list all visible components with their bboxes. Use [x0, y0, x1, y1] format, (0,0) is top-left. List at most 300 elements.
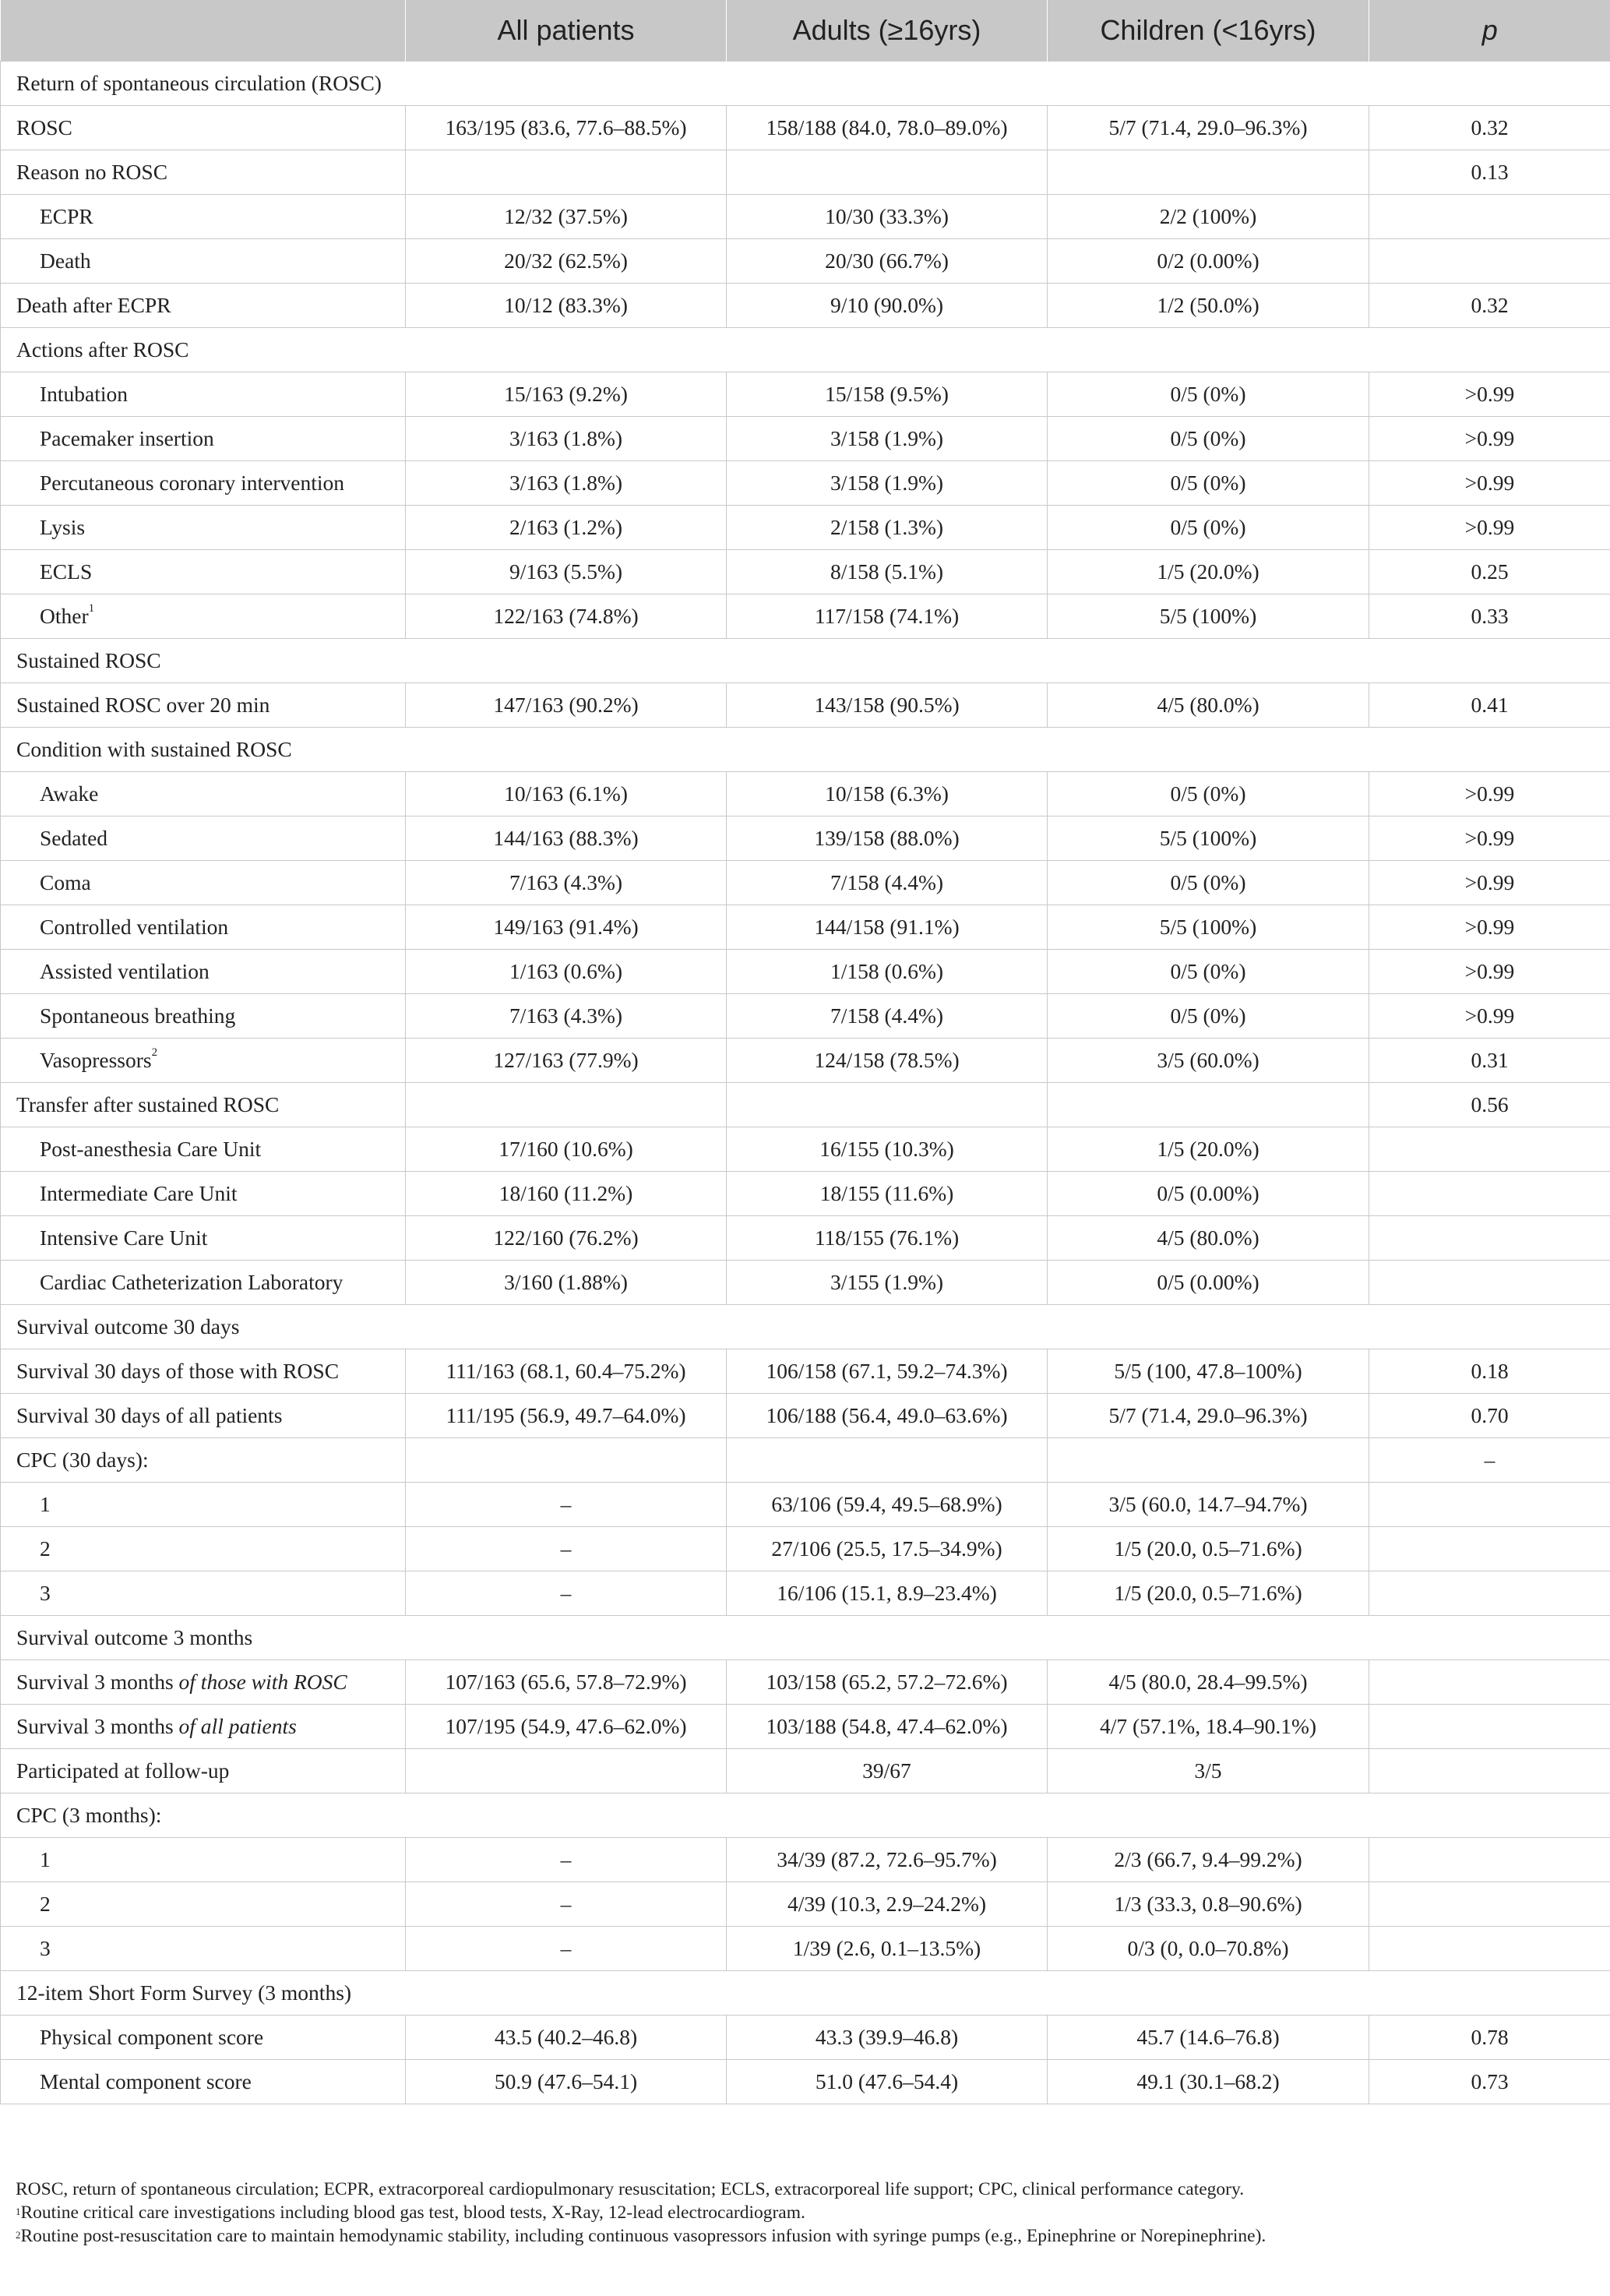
- table-row: [1, 1039, 1610, 1083]
- table-row: [1, 1083, 1610, 1127]
- row-label: Awake: [40, 781, 99, 806]
- table-row: [1, 1172, 1610, 1216]
- adults-cell: 106/158 (67.1, 59.2–74.3%): [727, 1349, 1048, 1394]
- adults-cell: 39/67: [727, 1749, 1048, 1793]
- all-patients-cell: 10/12 (83.3%): [406, 284, 727, 328]
- p-value-cell: [1369, 1882, 1610, 1927]
- row-label: Other: [40, 604, 89, 628]
- adults-cell: 15/158 (9.5%): [727, 372, 1048, 417]
- section-row: [1, 1971, 1610, 2016]
- section-row: [1, 1305, 1610, 1349]
- table-row: [1, 594, 1610, 639]
- row-label-cell: [1, 372, 406, 417]
- row-label-cell: [1, 2060, 406, 2104]
- table-row: [1, 150, 1610, 195]
- table-row: [1, 950, 1610, 994]
- footnote-text: Routine post-resuscitation care to maintain hemodynamic stability, including continuous vasopressors infusion with syringe pumps (e.g., Epinephrine or Norepinephrine).: [20, 2226, 1267, 2246]
- row-label: Coma: [40, 870, 91, 894]
- row-label: Intermediate Care Unit: [40, 1181, 238, 1205]
- all-patients-cell: 9/163 (5.5%): [406, 550, 727, 594]
- adults-cell: 9/10 (90.0%): [727, 284, 1048, 328]
- row-label-cell: [1, 950, 406, 994]
- row-label-cell: [1, 195, 406, 239]
- table-row: [1, 1927, 1610, 1971]
- adults-cell: 43.3 (39.9–46.8): [727, 2016, 1048, 2060]
- adults-cell: 7/158 (4.4%): [727, 994, 1048, 1039]
- row-label-cell: [1, 1705, 406, 1749]
- section-label: Survival outcome 3 months: [1, 1616, 1610, 1660]
- row-label: Spontaneous breathing: [40, 1003, 236, 1028]
- section-label: Survival outcome 30 days: [1, 1305, 1610, 1349]
- row-label-cell: [1, 1483, 406, 1527]
- section-row: [1, 728, 1610, 772]
- adults-cell: 18/155 (11.6%): [727, 1172, 1048, 1216]
- children-cell: 4/5 (80.0%): [1048, 683, 1369, 728]
- row-label: 3: [40, 1581, 51, 1605]
- adults-cell: 124/158 (78.5%): [727, 1039, 1048, 1083]
- row-label: 2: [40, 1536, 51, 1561]
- children-cell: 5/7 (71.4, 29.0–96.3%): [1048, 106, 1369, 150]
- all-patients-cell: 12/32 (37.5%): [406, 195, 727, 239]
- p-value-cell: 0.25: [1369, 550, 1610, 594]
- children-cell: 1/2 (50.0%): [1048, 284, 1369, 328]
- all-patients-cell: 3/163 (1.8%): [406, 417, 727, 461]
- p-value-cell: >0.99: [1369, 994, 1610, 1039]
- section-row: [1, 62, 1610, 106]
- row-label: Controlled ventilation: [40, 915, 229, 939]
- row-label-cell: [1, 1749, 406, 1793]
- table-row: [1, 461, 1610, 506]
- adults-cell: 10/30 (33.3%): [727, 195, 1048, 239]
- all-patients-cell: 7/163 (4.3%): [406, 994, 727, 1039]
- adults-cell: [727, 1438, 1048, 1483]
- row-label-cell: [1, 1927, 406, 1971]
- p-value-cell: 0.56: [1369, 1083, 1610, 1127]
- table-row: [1, 106, 1610, 150]
- children-cell: 0/5 (0%): [1048, 372, 1369, 417]
- table-row: [1, 861, 1610, 905]
- row-label: Assisted ventilation: [40, 959, 210, 983]
- table-row: [1, 284, 1610, 328]
- table-row: [1, 816, 1610, 861]
- p-value-cell: 0.32: [1369, 284, 1610, 328]
- row-label: Cardiac Catheterization Laboratory: [40, 1270, 343, 1294]
- table-row: [1, 994, 1610, 1039]
- all-patients-cell: 7/163 (4.3%): [406, 861, 727, 905]
- children-cell: 0/5 (0%): [1048, 994, 1369, 1039]
- row-label-cell: [1, 861, 406, 905]
- children-cell: 0/5 (0%): [1048, 461, 1369, 506]
- p-value-cell: 0.31: [1369, 1039, 1610, 1083]
- p-value-cell: [1369, 1927, 1610, 1971]
- row-label-cell: [1, 1571, 406, 1616]
- row-label-cell: [1, 550, 406, 594]
- all-patients-cell: –: [406, 1483, 727, 1527]
- p-value-cell: >0.99: [1369, 861, 1610, 905]
- table-row: [1, 417, 1610, 461]
- p-value-cell: 0.18: [1369, 1349, 1610, 1394]
- row-label-cell: [1, 1172, 406, 1216]
- adults-cell: 1/39 (2.6, 0.1–13.5%): [727, 1927, 1048, 1971]
- row-label: Death after ECPR: [16, 293, 171, 317]
- p-value-cell: 0.73: [1369, 2060, 1610, 2104]
- row-label-cell: [1, 106, 406, 150]
- row-label: CPC (30 days):: [16, 1448, 149, 1472]
- adults-cell: 118/155 (76.1%): [727, 1216, 1048, 1261]
- row-label-cell: [1, 1660, 406, 1705]
- row-label-italic: of all patients: [178, 1714, 297, 1738]
- header-p-value: p: [1369, 0, 1610, 62]
- children-cell: 2/2 (100%): [1048, 195, 1369, 239]
- footnote-number: 1: [16, 2206, 21, 2217]
- adults-cell: 10/158 (6.3%): [727, 772, 1048, 816]
- row-label: Death: [40, 249, 91, 273]
- row-label-cell: [1, 772, 406, 816]
- adults-cell: 4/39 (10.3, 2.9–24.2%): [727, 1882, 1048, 1927]
- p-value-cell: [1369, 1483, 1610, 1527]
- table-row: [1, 2060, 1610, 2104]
- row-label-cell: [1, 1039, 406, 1083]
- row-label: Lysis: [40, 515, 86, 539]
- section-row: [1, 1793, 1610, 1838]
- row-label-cell: [1, 1083, 406, 1127]
- table-body: [1, 62, 1610, 2104]
- row-label: Reason no ROSC: [16, 160, 168, 184]
- p-value-cell: [1369, 1261, 1610, 1305]
- all-patients-cell: [406, 150, 727, 195]
- p-value-cell: [1369, 1571, 1610, 1616]
- row-label-cell: [1, 150, 406, 195]
- table-row: [1, 506, 1610, 550]
- table-row: [1, 1483, 1610, 1527]
- children-cell: 5/5 (100%): [1048, 816, 1369, 861]
- p-value-cell: >0.99: [1369, 816, 1610, 861]
- adults-cell: 3/158 (1.9%): [727, 461, 1048, 506]
- table-row: [1, 1838, 1610, 1882]
- p-value-cell: 0.78: [1369, 2016, 1610, 2060]
- footnote: [16, 2178, 1597, 2201]
- p-value-cell: >0.99: [1369, 417, 1610, 461]
- table-row: [1, 239, 1610, 284]
- p-value-cell: 0.70: [1369, 1394, 1610, 1438]
- children-cell: 1/5 (20.0, 0.5–71.6%): [1048, 1571, 1369, 1616]
- adults-cell: 139/158 (88.0%): [727, 816, 1048, 861]
- row-label: Transfer after sustained ROSC: [16, 1092, 280, 1116]
- table-row: [1, 550, 1610, 594]
- adults-cell: 2/158 (1.3%): [727, 506, 1048, 550]
- table-footnotes: [16, 2178, 1597, 2248]
- all-patients-cell: 111/163 (68.1, 60.4–75.2%): [406, 1349, 727, 1394]
- adults-cell: 1/158 (0.6%): [727, 950, 1048, 994]
- table-row: [1, 1216, 1610, 1261]
- table-row: [1, 1660, 1610, 1705]
- p-value-cell: 0.33: [1369, 594, 1610, 639]
- adults-cell: 158/188 (84.0, 78.0–89.0%): [727, 106, 1048, 150]
- children-cell: 2/3 (66.7, 9.4–99.2%): [1048, 1838, 1369, 1882]
- section-row: [1, 328, 1610, 372]
- p-value-cell: [1369, 1527, 1610, 1571]
- p-value-cell: 0.32: [1369, 106, 1610, 150]
- table-row: [1, 2016, 1610, 2060]
- row-label: ECPR: [40, 204, 93, 228]
- all-patients-cell: 147/163 (90.2%): [406, 683, 727, 728]
- section-label: CPC (3 months):: [1, 1793, 1610, 1838]
- row-label: Participated at follow-up: [16, 1758, 230, 1783]
- row-label: Post-anesthesia Care Unit: [40, 1137, 262, 1161]
- children-cell: 0/2 (0.00%): [1048, 239, 1369, 284]
- row-label: Pacemaker insertion: [40, 426, 214, 450]
- p-value-cell: >0.99: [1369, 950, 1610, 994]
- children-cell: 0/3 (0, 0.0–70.8%): [1048, 1927, 1369, 1971]
- children-cell: 0/5 (0.00%): [1048, 1172, 1369, 1216]
- footnote: [16, 2224, 1597, 2248]
- children-cell: [1048, 1438, 1369, 1483]
- children-cell: [1048, 1083, 1369, 1127]
- table-row: [1, 1349, 1610, 1394]
- row-label-cell: [1, 239, 406, 284]
- adults-cell: 20/30 (66.7%): [727, 239, 1048, 284]
- all-patients-cell: –: [406, 1927, 727, 1971]
- all-patients-cell: 149/163 (91.4%): [406, 905, 727, 950]
- children-cell: 0/5 (0%): [1048, 772, 1369, 816]
- table-row: [1, 1261, 1610, 1305]
- p-value-cell: >0.99: [1369, 905, 1610, 950]
- row-label: Sustained ROSC over 20 min: [16, 693, 270, 717]
- table-row: [1, 195, 1610, 239]
- table-row: [1, 1882, 1610, 1927]
- row-label-cell: [1, 2016, 406, 2060]
- table-row: [1, 1571, 1610, 1616]
- p-value-cell: 0.13: [1369, 150, 1610, 195]
- header-adults: Adults (≥16yrs): [727, 0, 1048, 62]
- row-label-cell: [1, 417, 406, 461]
- row-label-cell: [1, 816, 406, 861]
- row-label-cell: [1, 1838, 406, 1882]
- adults-cell: [727, 1083, 1048, 1127]
- all-patients-cell: 17/160 (10.6%): [406, 1127, 727, 1172]
- p-value-cell: >0.99: [1369, 461, 1610, 506]
- row-label: Physical component score: [40, 2025, 264, 2049]
- adults-cell: 34/39 (87.2, 72.6–95.7%): [727, 1838, 1048, 1882]
- table-row: [1, 1438, 1610, 1483]
- all-patients-cell: 10/163 (6.1%): [406, 772, 727, 816]
- all-patients-cell: 1/163 (0.6%): [406, 950, 727, 994]
- row-label-cell: [1, 461, 406, 506]
- row-label: Mental component score: [40, 2069, 252, 2093]
- children-cell: 1/5 (20.0%): [1048, 550, 1369, 594]
- row-label-cell: [1, 1349, 406, 1394]
- row-label-cell: [1, 1261, 406, 1305]
- all-patients-cell: –: [406, 1882, 727, 1927]
- children-cell: 5/5 (100%): [1048, 594, 1369, 639]
- adults-cell: 106/188 (56.4, 49.0–63.6%): [727, 1394, 1048, 1438]
- table-row: [1, 772, 1610, 816]
- row-label-cell: [1, 1394, 406, 1438]
- all-patients-cell: [406, 1083, 727, 1127]
- all-patients-cell: 3/163 (1.8%): [406, 461, 727, 506]
- row-label-cell: [1, 1127, 406, 1172]
- all-patients-cell: 50.9 (47.6–54.1): [406, 2060, 727, 2104]
- all-patients-cell: 107/163 (65.6, 57.8–72.9%): [406, 1660, 727, 1705]
- children-cell: 4/7 (57.1%, 18.4–90.1%): [1048, 1705, 1369, 1749]
- row-label: Survival 30 days of those with ROSC: [16, 1359, 340, 1383]
- children-cell: 1/3 (33.3, 0.8–90.6%): [1048, 1882, 1369, 1927]
- footnote: [16, 2201, 1597, 2224]
- adults-cell: 16/106 (15.1, 8.9–23.4%): [727, 1571, 1048, 1616]
- row-label-italic: of those with ROSC: [178, 1670, 347, 1694]
- row-label: Percutaneous coronary intervention: [40, 471, 344, 495]
- p-value-cell: –: [1369, 1438, 1610, 1483]
- adults-cell: 8/158 (5.1%): [727, 550, 1048, 594]
- children-cell: 3/5 (60.0, 14.7–94.7%): [1048, 1483, 1369, 1527]
- p-value-cell: >0.99: [1369, 772, 1610, 816]
- table-row: [1, 1127, 1610, 1172]
- all-patients-cell: 15/163 (9.2%): [406, 372, 727, 417]
- row-label-cell: [1, 1882, 406, 1927]
- all-patients-cell: 2/163 (1.2%): [406, 506, 727, 550]
- all-patients-cell: 122/160 (76.2%): [406, 1216, 727, 1261]
- children-cell: 5/5 (100, 47.8–100%): [1048, 1349, 1369, 1394]
- header-all-patients: All patients: [406, 0, 727, 62]
- adults-cell: 3/155 (1.9%): [727, 1261, 1048, 1305]
- row-label: ROSC: [16, 115, 72, 139]
- row-label: Survival 3 months: [16, 1714, 179, 1738]
- row-label: ECLS: [40, 559, 93, 584]
- p-value-cell: [1369, 239, 1610, 284]
- children-cell: 0/5 (0%): [1048, 417, 1369, 461]
- row-label: 1: [40, 1847, 51, 1871]
- p-value-cell: [1369, 1172, 1610, 1216]
- children-cell: 5/7 (71.4, 29.0–96.3%): [1048, 1394, 1369, 1438]
- children-cell: 5/5 (100%): [1048, 905, 1369, 950]
- header-children: Children (<16yrs): [1048, 0, 1369, 62]
- row-label-cell: [1, 284, 406, 328]
- row-label-cell: [1, 994, 406, 1039]
- all-patients-cell: [406, 1438, 727, 1483]
- all-patients-cell: 144/163 (88.3%): [406, 816, 727, 861]
- all-patients-cell: 111/195 (56.9, 49.7–64.0%): [406, 1394, 727, 1438]
- p-value-cell: [1369, 1127, 1610, 1172]
- p-value-cell: [1369, 1216, 1610, 1261]
- children-cell: 0/5 (0%): [1048, 950, 1369, 994]
- all-patients-cell: –: [406, 1838, 727, 1882]
- adults-cell: [727, 150, 1048, 195]
- section-label: 12-item Short Form Survey (3 months): [1, 1971, 1610, 2016]
- children-cell: 45.7 (14.6–76.8): [1048, 2016, 1369, 2060]
- row-label: Sedated: [40, 826, 108, 850]
- row-label-cell: [1, 594, 406, 639]
- table-row: [1, 1394, 1610, 1438]
- adults-cell: 7/158 (4.4%): [727, 861, 1048, 905]
- row-label: 3: [40, 1936, 51, 1960]
- all-patients-cell: 127/163 (77.9%): [406, 1039, 727, 1083]
- p-value-cell: [1369, 195, 1610, 239]
- children-cell: 49.1 (30.1–68.2): [1048, 2060, 1369, 2104]
- table-row: [1, 1705, 1610, 1749]
- p-value-cell: 0.41: [1369, 683, 1610, 728]
- children-cell: 4/5 (80.0, 28.4–99.5%): [1048, 1660, 1369, 1705]
- section-label: Condition with sustained ROSC: [1, 728, 1610, 772]
- adults-cell: 27/106 (25.5, 17.5–34.9%): [727, 1527, 1048, 1571]
- adults-cell: 144/158 (91.1%): [727, 905, 1048, 950]
- row-label-cell: [1, 506, 406, 550]
- children-cell: [1048, 150, 1369, 195]
- table-header-row: [1, 0, 1610, 62]
- all-patients-cell: 3/160 (1.88%): [406, 1261, 727, 1305]
- section-row: [1, 639, 1610, 683]
- children-cell: 0/5 (0%): [1048, 861, 1369, 905]
- adults-cell: 103/158 (65.2, 57.2–72.6%): [727, 1660, 1048, 1705]
- adults-cell: 3/158 (1.9%): [727, 417, 1048, 461]
- children-cell: 4/5 (80.0%): [1048, 1216, 1369, 1261]
- all-patients-cell: –: [406, 1527, 727, 1571]
- all-patients-cell: 122/163 (74.8%): [406, 594, 727, 639]
- section-label: Actions after ROSC: [1, 328, 1610, 372]
- header-label-column: [1, 0, 406, 62]
- row-label: Intubation: [40, 382, 129, 406]
- row-label: Intensive Care Unit: [40, 1226, 208, 1250]
- footnote-number: 2: [16, 2229, 21, 2241]
- adults-cell: 103/188 (54.8, 47.4–62.0%): [727, 1705, 1048, 1749]
- children-cell: 0/5 (0.00%): [1048, 1261, 1369, 1305]
- adults-cell: 63/106 (59.4, 49.5–68.9%): [727, 1483, 1048, 1527]
- table-row: [1, 1749, 1610, 1793]
- row-label-cell: [1, 1527, 406, 1571]
- table-row: [1, 683, 1610, 728]
- table-row: [1, 905, 1610, 950]
- children-cell: 0/5 (0%): [1048, 506, 1369, 550]
- row-label: Vasopressors: [40, 1048, 152, 1072]
- row-label-cell: [1, 1438, 406, 1483]
- table-row: [1, 1527, 1610, 1571]
- table-row: [1, 372, 1610, 417]
- row-label: Survival 30 days of all patients: [16, 1403, 283, 1427]
- row-label-cell: [1, 1216, 406, 1261]
- all-patients-cell: 43.5 (40.2–46.8): [406, 2016, 727, 2060]
- p-value-cell: [1369, 1838, 1610, 1882]
- all-patients-cell: –: [406, 1571, 727, 1616]
- all-patients-cell: [406, 1749, 727, 1793]
- all-patients-cell: 163/195 (83.6, 77.6–88.5%): [406, 106, 727, 150]
- adults-cell: 143/158 (90.5%): [727, 683, 1048, 728]
- footnote-marker: 1: [88, 602, 95, 615]
- section-label: Return of spontaneous circulation (ROSC): [1, 62, 1610, 106]
- p-value-cell: >0.99: [1369, 506, 1610, 550]
- adults-cell: 117/158 (74.1%): [727, 594, 1048, 639]
- children-cell: 1/5 (20.0%): [1048, 1127, 1369, 1172]
- footnote-marker: 2: [151, 1046, 158, 1059]
- p-value-cell: >0.99: [1369, 372, 1610, 417]
- p-value-cell: [1369, 1705, 1610, 1749]
- footnote-text: ROSC, return of spontaneous circulation; ECPR, extracorporeal cardiopulmonary resuscitation; ECLS, extracorporeal life support; CPC, clinical performance category.: [16, 2179, 1245, 2199]
- all-patients-cell: 18/160 (11.2%): [406, 1172, 727, 1216]
- adults-cell: 16/155 (10.3%): [727, 1127, 1048, 1172]
- section-row: [1, 1616, 1610, 1660]
- row-label: 2: [40, 1892, 51, 1916]
- row-label-cell: [1, 683, 406, 728]
- p-value-cell: [1369, 1660, 1610, 1705]
- section-label: Sustained ROSC: [1, 639, 1610, 683]
- footnote-text: Routine critical care investigations including blood gas test, blood tests, X-Ray, 12-lead electrocardiogram.: [20, 2203, 805, 2223]
- all-patients-cell: 20/32 (62.5%): [406, 239, 727, 284]
- row-label: Survival 3 months: [16, 1670, 179, 1694]
- row-label-cell: [1, 905, 406, 950]
- children-cell: 1/5 (20.0, 0.5–71.6%): [1048, 1527, 1369, 1571]
- all-patients-cell: 107/195 (54.9, 47.6–62.0%): [406, 1705, 727, 1749]
- children-cell: 3/5 (60.0%): [1048, 1039, 1369, 1083]
- children-cell: 3/5: [1048, 1749, 1369, 1793]
- adults-cell: 51.0 (47.6–54.4): [727, 2060, 1048, 2104]
